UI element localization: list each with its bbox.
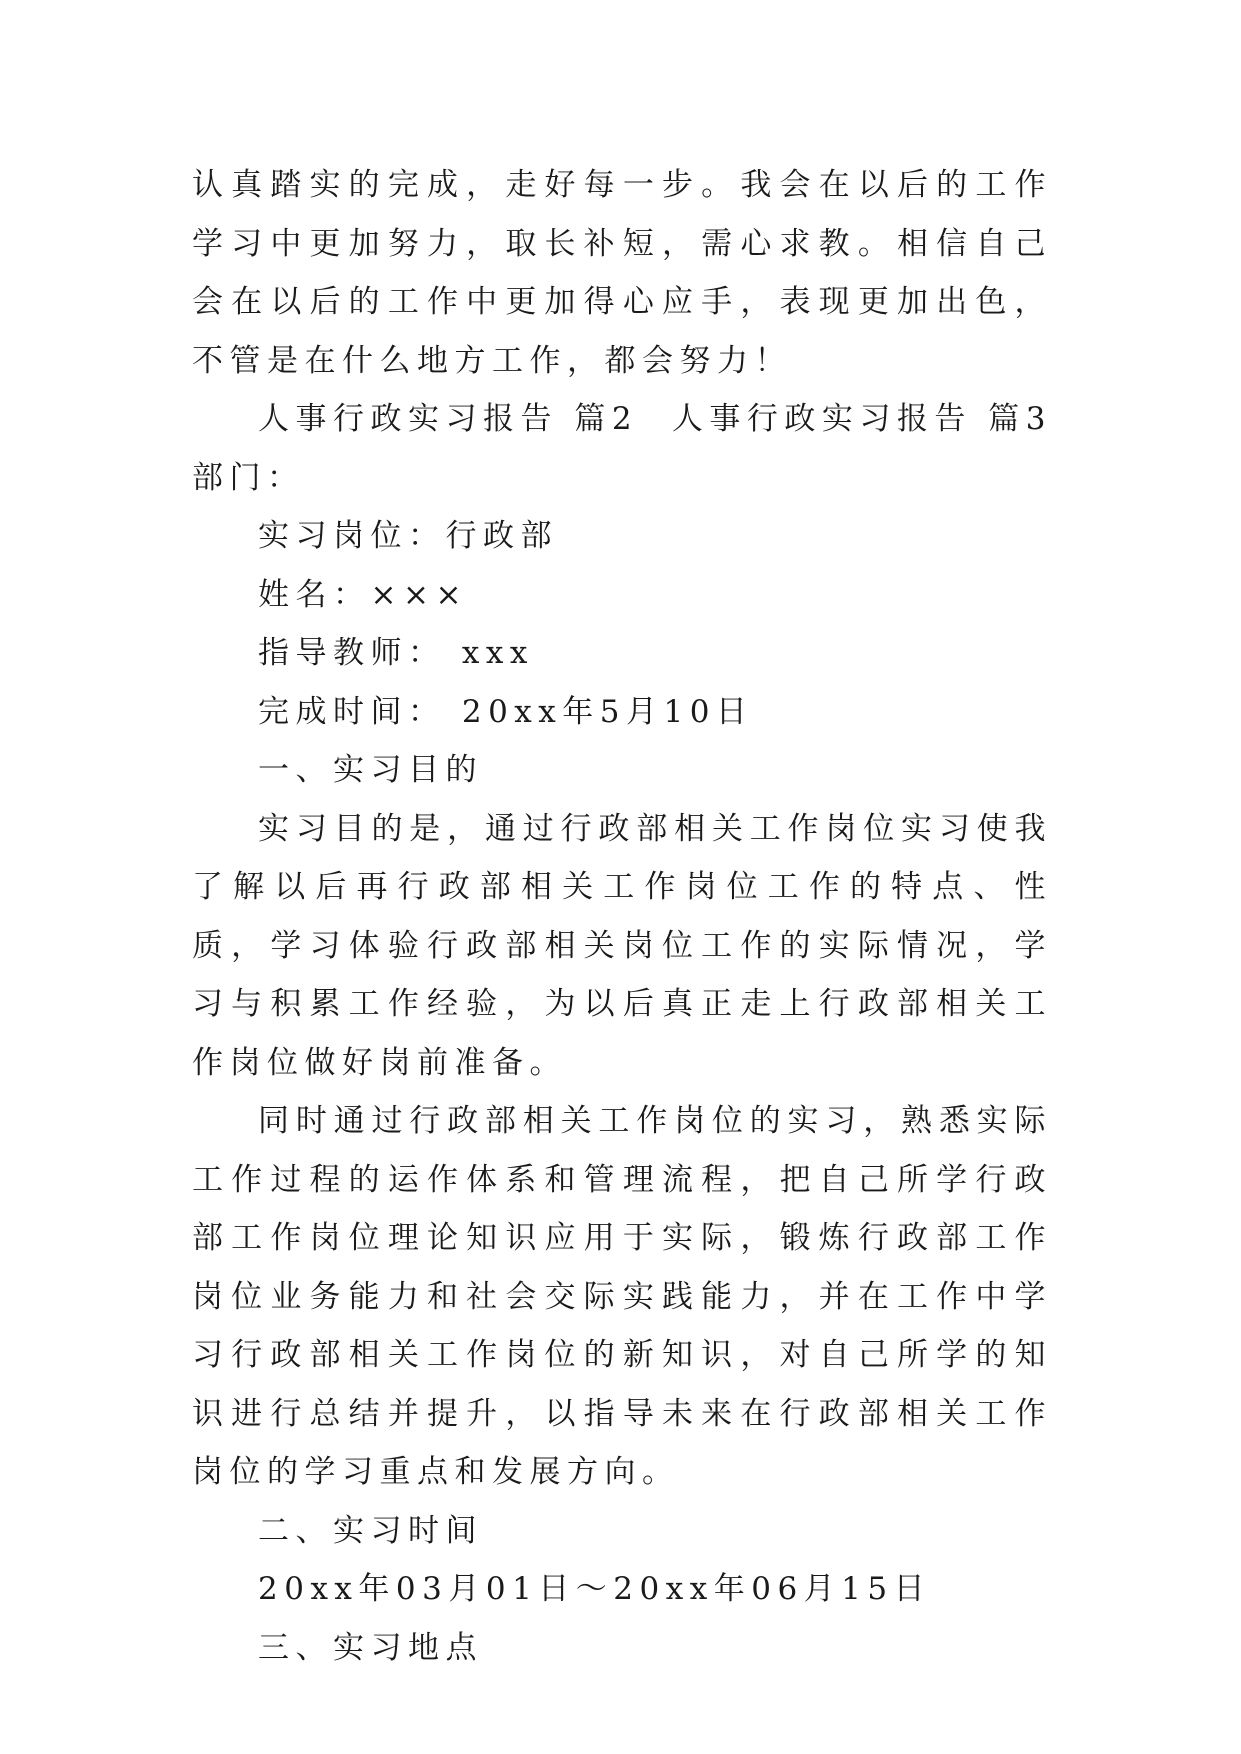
name-field: 姓名：×××	[258, 576, 468, 613]
section-1-paragraph-1: 实习目的是，通过行政部相关工作岗位实习使我了解以后再行政部相关工作岗位工作的特点、性质，学习体验行政部相关岗位工作的实际情况，学习与积累工作经验，为以后真正走上行政部相关工作岗位做好岗前准备。	[192, 810, 1052, 1081]
section-2-title: 二、实习时间	[258, 1512, 483, 1549]
section-3-title: 三、实习地点	[258, 1629, 483, 1666]
document-body	[192, 156, 1052, 1677]
position-field: 实习岗位：行政部	[258, 518, 558, 554]
report-headings-row	[192, 390, 1052, 449]
report-heading-2: 人事行政实习报告 篇2	[258, 401, 639, 437]
section-1-title: 一、实习目的	[258, 752, 483, 788]
finish-date-field: 完成时间： 20xx年5月10日	[258, 693, 754, 730]
supervisor-field: 指导教师： xxx	[258, 635, 534, 671]
section-2-period: 20xx年03月01日～20xx年06月15日	[258, 1571, 932, 1607]
department-field: 部门：	[192, 459, 305, 496]
section-1-paragraph-2: 同时通过行政部相关工作岗位的实习，熟悉实际工作过程的运作体系和管理流程，把自己所学行政部工作岗位理论知识应用于实际，锻炼行政部工作岗位业务能力和社会交际实践能力，并在工作中学习行政部相关工作岗位的新知识，对自己所学的知识进行总结并提升，以指导未来在行政部相关工作岗位的学习重点和发展方向。	[192, 1103, 1052, 1490]
report-heading-3: 人事行政实习报告 篇3	[671, 401, 1052, 437]
closing-paragraph: 认真踏实的完成，走好每一步。我会在以后的工作学习中更加努力，取长补短，需心求教。相信自己会在以后的工作中更加得心应手，表现更加出色，不管是在什么地方工作，都会努力！	[192, 167, 1052, 379]
